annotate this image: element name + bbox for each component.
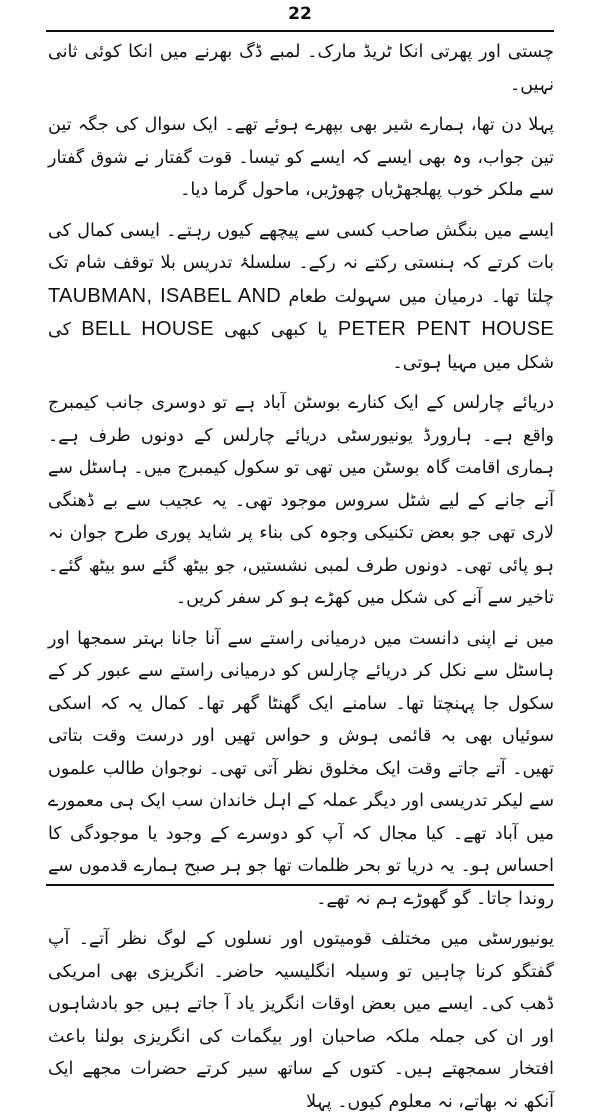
latin-phrase-1: TAUBMAN, ISABEL AND PETER PENT HOUSE xyxy=(48,284,554,340)
page-number: 22 xyxy=(288,4,312,24)
paragraph-2: پہلا دن تھا، ہمارے شیر بھی بپھرے ہوئے تھے۔ ایک سوال کی جگہ تین تین جواب، وہ بھی ایسے کہ ایسے کو تیسا۔ قوت گفتار نے شوق گفتار سے ملکر خوب پھلجھڑیاں چھوڑیں، ماحول گرما دیا۔ xyxy=(48,115,554,200)
top-rule xyxy=(46,30,554,32)
latin-phrase-2: BELL HOUSE xyxy=(81,318,214,340)
paragraph-5: میں نے اپنی دانست میں درمیانی راستے سے آنا جانا بہتر سمجھا اور ہاسٹل سے نکل کر دریائے چارلس کو درمیانی راستے سے عبور کر کے سکول جا پہنچتا تھا۔ سامنے ایک گھنٹا گھر تھا۔ کمال یہ کہ اسکی سوئیاں بھی بہ قائمی ہوش و حواس تھیں اور درست وقت بتاتی تھیں۔ آتے جاتے وقت ایک مخلوق نظر آتی تھی۔ نوجوان طالب علموں سے لیکر تدریسی اور دیگر عملہ کے اہل خاندان سب ایک ہی معمورے میں آباد تھے۔ کیا مجال کہ آپ کو دوسرے کے وجود یا موجودگی کا احساس ہو۔ یہ دریا تو بحر ظلمات تھا جو ہر صبح ہمارے قدموں سے روندا جاتا۔ گو گھوڑے ہم نہ تھے۔ xyxy=(48,628,554,909)
paragraph-4: دریائے چارلس کے ایک کنارے بوسٹن آباد ہے تو دوسری جانب کیمبرج واقع ہے۔ ہارورڈ یونیورسٹی دریائے چارلس کے دونوں طرف ہے۔ ہماری اقامت گاہ بوسٹن میں تھی تو سکول کیمبرج میں۔ ہاسٹل سے آنے جانے کے لیے شٹل سروس موجود تھی۔ یہ عجیب سے بے ڈھنگی لاری تھی جو بعض تکنیکی وجوہ کی بناء پر شاید پوری طرح جوان نہ ہو پائی تھی۔ دونوں طرف لمبی نشستیں، جو بیٹھ گئے سو بیٹھ گئے۔ تاخیر سے آنے کی شکل میں کھڑے ہو کر سفر کریں۔ xyxy=(48,393,554,608)
paragraph-3: ایسے میں بنگش صاحب کسی سے پیچھے کیوں رہتے۔ ایسی کمال کی بات کرتے کہ ہنستی رکتے نہ رکے۔ سلسلۂ تدریس بلا توقف شام تک چلتا تھا۔ درمیان میں سہولت طعام TAUBMAN, ISABEL AND PETER PENT HOUSE یا کبھی کبھی BELL HOUSE کی شکل میں مہیا ہوتی۔ xyxy=(48,220,554,373)
paragraph-6: یونیورسٹی میں مختلف قومیتوں اور نسلوں کے لوگ نظر آتے۔ آپ گفتگو کرنا چاہیں تو وسیلہ انگلیسیہ حاضر۔ انگریزی بھی امریکی ڈھب کی۔ ایسے میں بعض اوقات انگریز یاد آ جاتے ہیں جو بادشاہوں اور ان کی جملہ ملکہ صاحبان اور بیگمات کی انگریزی بولنا باعث افتخار سمجھتے ہیں۔ کتوں کے ساتھ سیر کرتے حضرات مجھے ایک آنکھ نہ بھاتے، نہ معلوم کیوں۔ پہلا xyxy=(48,929,554,1112)
paragraph-1: چستی اور پھرتی انکا ٹریڈ مارک۔ لمبے ڈگ بھرنے میں انکا کوئی ثانی نہیں۔ xyxy=(48,42,554,95)
bottom-rule xyxy=(46,884,554,886)
body-text xyxy=(48,36,554,1118)
